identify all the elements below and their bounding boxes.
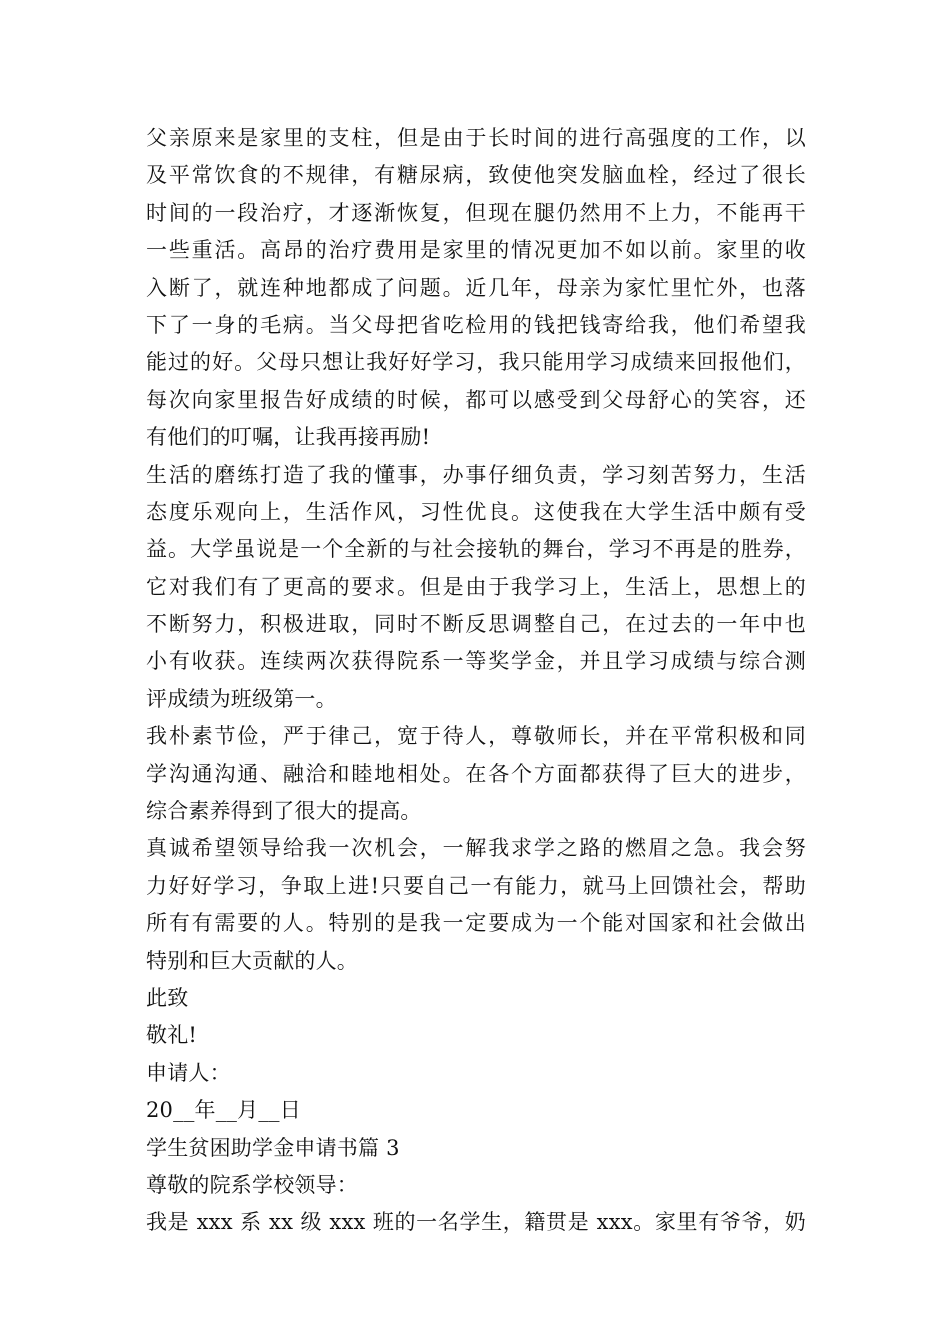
text-line: 综合素养得到了很大的提高。 (146, 799, 422, 824)
text-line: 父亲原来是家里的支柱，但是由于长时间的进行高强度的工作，以 (146, 126, 806, 150)
paragraph-character (146, 718, 806, 830)
text-line: 我是 xxx 系 xx 级 xxx 班的一名学生，籍贯是 xxx。家里有爷爷，奶 (146, 1210, 806, 1235)
text-line: 有他们的叮嘱，让我再接再励! (146, 425, 431, 450)
text-line: 一些重活。高昂的治疗费用是家里的情况更加不如以前。家里的收 (146, 238, 806, 263)
text-line: 态度乐观向上，生活作风，习性优良。这使我在大学生活中颇有受 (146, 499, 806, 524)
letter-closing (146, 980, 806, 1130)
text-line: 我朴素节俭，严于律己，宽于待人，尊敬师长，并在平常积极和同 (146, 724, 806, 749)
text-line: 益。大学虽说是一个全新的与社会接轨的舞台，学习不再是的胜券， (146, 537, 806, 562)
applicant-label: 申请人： (146, 1060, 231, 1085)
text-line: 真诚希望领导给我一次机会，一解我求学之路的燃眉之急。我会努 (146, 836, 806, 861)
text-line: 评成绩为班级第一。 (146, 686, 337, 711)
paragraph-life (146, 457, 806, 719)
text-line: 学沟通沟通、融洽和睦地相处。在各个方面都获得了巨大的进步， (146, 761, 806, 786)
text-line: 入断了，就连种地都成了问题。近几年，母亲为家忙里忙外，也落 (146, 275, 806, 300)
text-line: 能过的好。父母只想让我好好学习，我只能用学习成绩来回报他们， (146, 350, 806, 375)
text-line: 所有有需要的人。特别的是我一定要成为一个能对国家和社会做出 (146, 911, 806, 936)
next-application (146, 1130, 806, 1242)
text-line: 下了一身的毛病。当父母把省吃检用的钱把钱寄给我，他们希望我 (146, 312, 806, 337)
paragraph-hope (146, 830, 806, 980)
date-line: 20__年__月__日 (146, 1098, 301, 1123)
section-title: 学生贫困助学金申请书篇 3 (146, 1135, 400, 1160)
text-line: 每次向家里报告好成绩的时候，都可以感受到父母舒心的笑容，还 (146, 387, 806, 412)
text-line: 力好好学习，争取上进!只要自己一有能力，就马上回馈社会，帮助 (146, 873, 806, 898)
text-line: 及平常饮食的不规律，有糖尿病，致使他突发脑血栓，经过了很长 (146, 163, 806, 188)
text-line: 不断努力，积极进取，同时不断反思调整自己，在过去的一年中也 (146, 612, 806, 637)
text-line: 时间的一段治疗，才逐渐恢复，但现在腿仍然用不上力，不能再干 (146, 200, 806, 225)
closing-salutation: 此致 (146, 985, 189, 1010)
paragraph-father (146, 120, 806, 457)
text-line: 生活的磨练打造了我的懂事，办事仔细负责，学习刻苦努力，生活 (146, 462, 806, 487)
document-body (146, 120, 806, 1242)
text-line: 特别和巨大贡献的人。 (146, 948, 358, 973)
text-line: 小有收获。连续两次获得院系一等奖学金，并且学习成绩与综合测 (146, 649, 806, 674)
section-greeting: 尊敬的院系学校领导： (146, 1172, 358, 1197)
text-line: 它对我们有了更高的要求。但是由于我学习上，生活上，思想上的 (146, 574, 806, 599)
closing-regards: 敬礼! (146, 1023, 198, 1048)
